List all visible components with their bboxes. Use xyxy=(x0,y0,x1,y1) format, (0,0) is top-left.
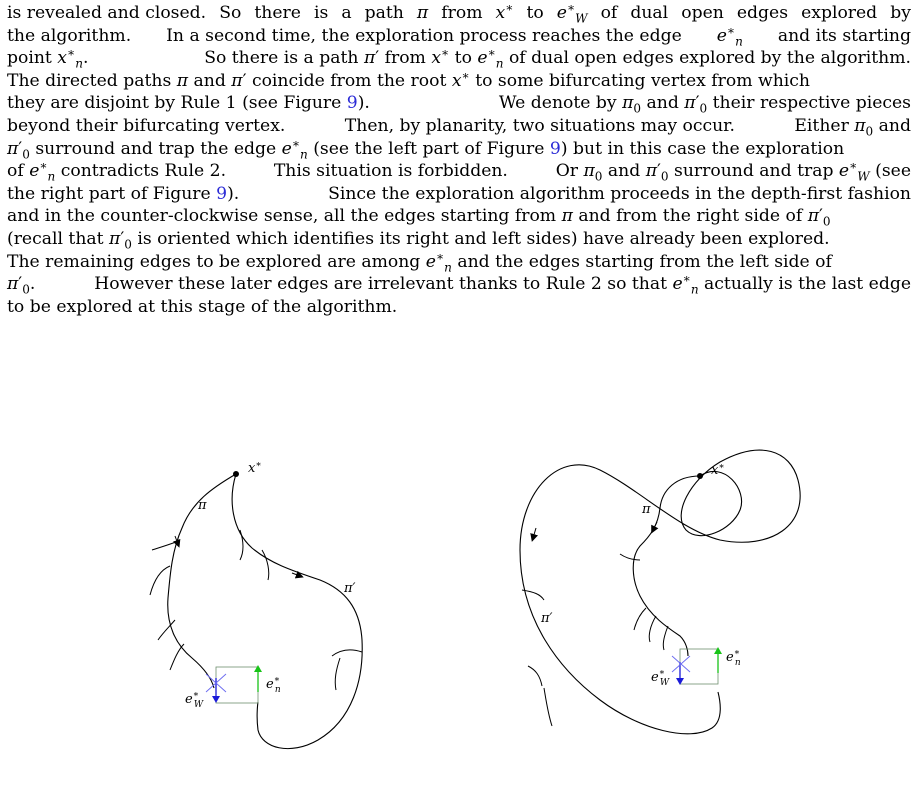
left-branch xyxy=(150,566,170,595)
right-panel xyxy=(520,450,800,734)
right-branch xyxy=(649,616,656,642)
text-line-8: of $e^∗_n$ contradicts Rule 2. This situation is forbidden. Or $\pi_0$ and $\pi'_0$ surround and trap $e^∗_W$ (see xyxy=(7,158,911,184)
right-pi-prime-label: π′ xyxy=(541,611,553,626)
right-root-label: x∗ xyxy=(711,462,725,478)
body-paragraph xyxy=(7,2,911,318)
left-pi-label: π xyxy=(198,498,207,513)
right-branch xyxy=(634,608,646,630)
right-pi-arrow xyxy=(653,522,657,530)
text-line-1: is revealed and closed. So there is a path π from x∗ to $e^∗_W$ of dual open edges explored by xyxy=(7,0,911,26)
right-branch xyxy=(663,626,668,650)
text-line-9: the right part of Figure 9). Since the exploration algorithm proceeds in the depth-first fashion xyxy=(7,183,911,204)
left-ew-label: e∗ W xyxy=(185,690,204,710)
right-branch xyxy=(528,666,542,686)
right-pi-prime-arrow xyxy=(533,528,536,538)
text-line-2: the algorithm. In a second time, the exploration process reaches the edge $e^∗_n$ and its starting xyxy=(7,22,911,49)
text-line-10: and in the counter-clockwise sense, all the edges starting from π and from the right side of $\pi'_0$ xyxy=(7,206,831,229)
right-branch xyxy=(620,554,640,560)
figure-ref-link[interactable]: 9 xyxy=(346,93,358,114)
right-pi-prime-path xyxy=(520,450,800,734)
text-line-3: point $x^∗_n$. So there is a path π′ from x∗ to $e^∗_n$ of dual open edges explored by the algorithm. xyxy=(7,45,911,71)
text-line-14: to be explored at this stage of the algorithm. xyxy=(7,296,398,317)
text-line-7: $\pi'_0$ surround and trap the edge $e^∗_n$ (see the left part of Figure 9) but in this case the exploration xyxy=(7,135,845,161)
left-branch xyxy=(158,620,175,640)
figure-ref-link[interactable]: 9 xyxy=(216,183,228,204)
text-line-13: $\pi'_0$. However these later edges are irrelevant thanks to Rule 2 so that $e^∗_n$ actually is the last edge xyxy=(7,271,911,297)
right-en-label: e∗ n xyxy=(726,648,741,668)
left-en-label: e∗ n xyxy=(266,675,281,695)
left-panel xyxy=(150,460,362,749)
text-line-4: The directed paths π and π′ coincide from the root x∗ to some bifurcating vertex from which xyxy=(7,68,810,91)
left-ew-arrowhead xyxy=(212,696,220,703)
left-en-arrowhead xyxy=(254,665,262,672)
left-pi-prime-path xyxy=(232,474,362,749)
text-line-12: The remaining edges to be explored are among $e^∗_n$ and the edges starting from the left side of xyxy=(7,248,832,274)
left-branch xyxy=(332,650,362,656)
left-pi-prime-label: π′ xyxy=(344,581,356,596)
right-branch xyxy=(544,688,552,726)
right-ew-label: e∗ W xyxy=(651,668,670,688)
text-line-11: (recall that $\pi'_0$ is oriented which identifies its right and left sides) have already been explored. xyxy=(7,228,830,252)
right-cell-box xyxy=(680,649,718,684)
text-line-6: beyond their bifurcating vertex. Then, by planarity, two situations may occur. Either $\pi_0$ and xyxy=(7,115,911,139)
figure-9-svg xyxy=(0,430,916,785)
text-line-5: they are disjoint by Rule 1 (see Figure 9). We denote by $\pi_0$ and $\pi'_0$ their respective pieces xyxy=(7,93,911,116)
left-branch xyxy=(152,542,176,550)
left-cell-box xyxy=(216,667,258,703)
figure-9 xyxy=(0,430,916,785)
figure-ref-link[interactable]: 9 xyxy=(549,138,561,159)
left-branch xyxy=(335,658,340,690)
left-pi-prime-arrow xyxy=(292,573,300,576)
right-en-arrowhead xyxy=(714,647,722,654)
right-pi-label: π xyxy=(642,502,651,517)
left-branch xyxy=(262,550,269,580)
left-root-label: x∗ xyxy=(248,460,262,476)
